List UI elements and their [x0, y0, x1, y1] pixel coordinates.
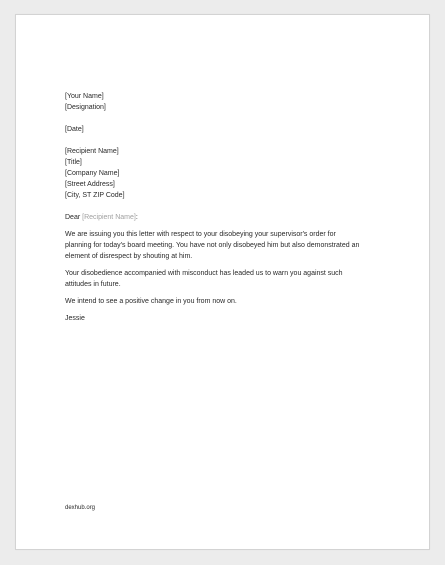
recipient-title: [Title] [65, 158, 82, 166]
letter-page [15, 14, 430, 550]
body-line: element of disrespect by shouting at him. [65, 253, 193, 261]
salutation-recipient: [Recipient Name] [82, 214, 136, 222]
body-paragraph-1 [65, 229, 405, 263]
recipient-company: [Company Name] [65, 170, 120, 178]
body-paragraph-3 [65, 296, 405, 307]
sender-block [65, 91, 405, 113]
recipient-block [65, 146, 405, 202]
salutation-suffix: : [135, 214, 138, 222]
body-line: We intend to see a positive change in you from now on. [65, 297, 237, 305]
body-line: planning for today's board meeting. You have not only disobeyed him but also demonstrated an [65, 242, 360, 250]
recipient-city: [City, ST ZIP Code] [65, 192, 125, 200]
letter-content [65, 91, 405, 324]
footer-source: dexhub.org [65, 505, 96, 511]
letter-date: [Date] [65, 125, 84, 133]
recipient-name: [Recipient Name] [65, 147, 119, 155]
sender-designation: [Designation] [65, 104, 106, 112]
body-line: We are issuing you this letter with respect to your disobeying your supervisor's order for [65, 230, 336, 238]
salutation [65, 212, 405, 223]
body-line: attitudes in future. [65, 281, 121, 289]
signature: Jessie [65, 314, 85, 322]
sender-name: [Your Name] [65, 93, 104, 100]
body-line: Your disobedience accompanied with misconduct has leaded us to warn you against such [65, 269, 343, 277]
salutation-prefix: Dear [65, 214, 83, 222]
body-paragraph-2 [65, 268, 405, 290]
recipient-street: [Street Address] [65, 181, 115, 189]
